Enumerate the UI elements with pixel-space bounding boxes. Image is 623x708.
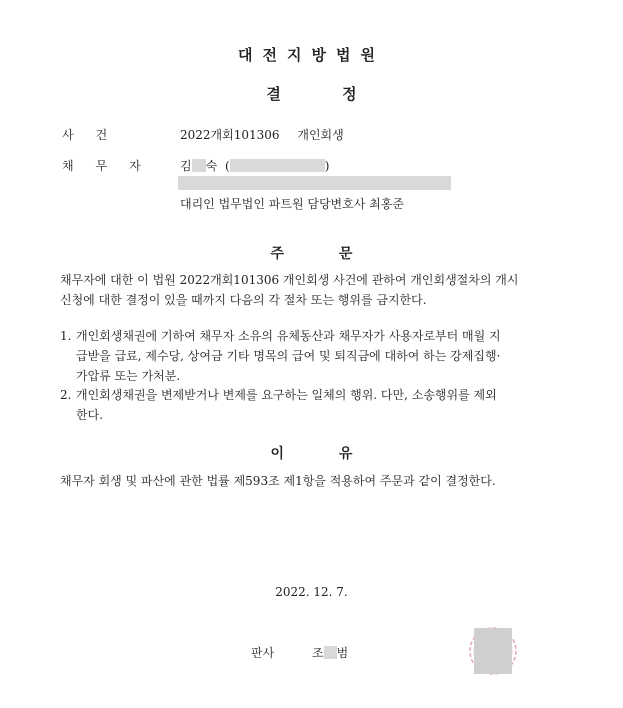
item-1-line-3: 가압류 또는 가처분. (76, 369, 181, 383)
paren-close: ) (324, 159, 330, 173)
reason-text: 채무자 회생 및 파산에 관한 법률 제593조 제1항을 적용하여 주문과 같이 결정한다. (60, 474, 496, 488)
redacted-id-block (230, 159, 325, 172)
case-number (180, 126, 344, 143)
seal-stamp-icon (468, 624, 518, 678)
order-heading: 주 문 (270, 246, 353, 262)
document-title: 결 정 (266, 85, 357, 103)
paren-open: ( (225, 159, 230, 173)
redacted-address-block (178, 176, 451, 190)
item-2-line-2: 한다. (76, 408, 103, 422)
item-1-marker: 1. (60, 329, 72, 343)
debtor-label: 채무자 (62, 159, 163, 173)
judge-name-first: 조 (312, 646, 324, 660)
judge-name-last: 범 (336, 646, 349, 660)
redacted-judge-name-block (324, 646, 337, 659)
judge-title: 판사 (251, 646, 275, 660)
debtor-name (180, 157, 329, 174)
redacted-name-block (192, 159, 206, 172)
debtor-name-last: 숙 (205, 159, 218, 173)
debtor-name-first: 김 (180, 159, 192, 173)
case-label: 사건 (62, 128, 130, 142)
court-name: 대전지방법원 (238, 46, 385, 64)
item-2-marker: 2. (60, 388, 72, 402)
case-type: 개인회생 (297, 128, 344, 142)
item-1-line-2: 급받을 급료, 제수당, 상여금 기타 명목의 급여 및 퇴직금에 대하여 하는 강제집행· (76, 349, 501, 363)
item-1-line-1: 개인회생채권에 기하여 채무자 소유의 유체동산과 채무자가 사용자로부터 매월 지 (76, 329, 501, 343)
decision-date: 2022. 12. 7. (275, 585, 348, 599)
item-2-line-1: 개인회생채권을 변제받거나 변제를 요구하는 일체의 행위. 다만, 소송행위를 제외 (76, 388, 497, 402)
order-intro-line-2: 신청에 대한 결정이 있을 때까지 다음의 각 절차 또는 행위를 금지한다. (60, 293, 427, 307)
case-number-value: 2022개회101306 (180, 128, 280, 142)
reason-heading: 이 유 (270, 446, 353, 462)
court-seal (468, 624, 518, 678)
agent-line: 대리인 법무법인 파트원 담당변호사 최홍준 (180, 197, 404, 211)
judge-name (312, 644, 348, 661)
order-intro-line-1: 채무자에 대한 이 법원 2022개회101306 개인회생 사건에 관하여 개인회생절차의 개시 (60, 273, 519, 287)
